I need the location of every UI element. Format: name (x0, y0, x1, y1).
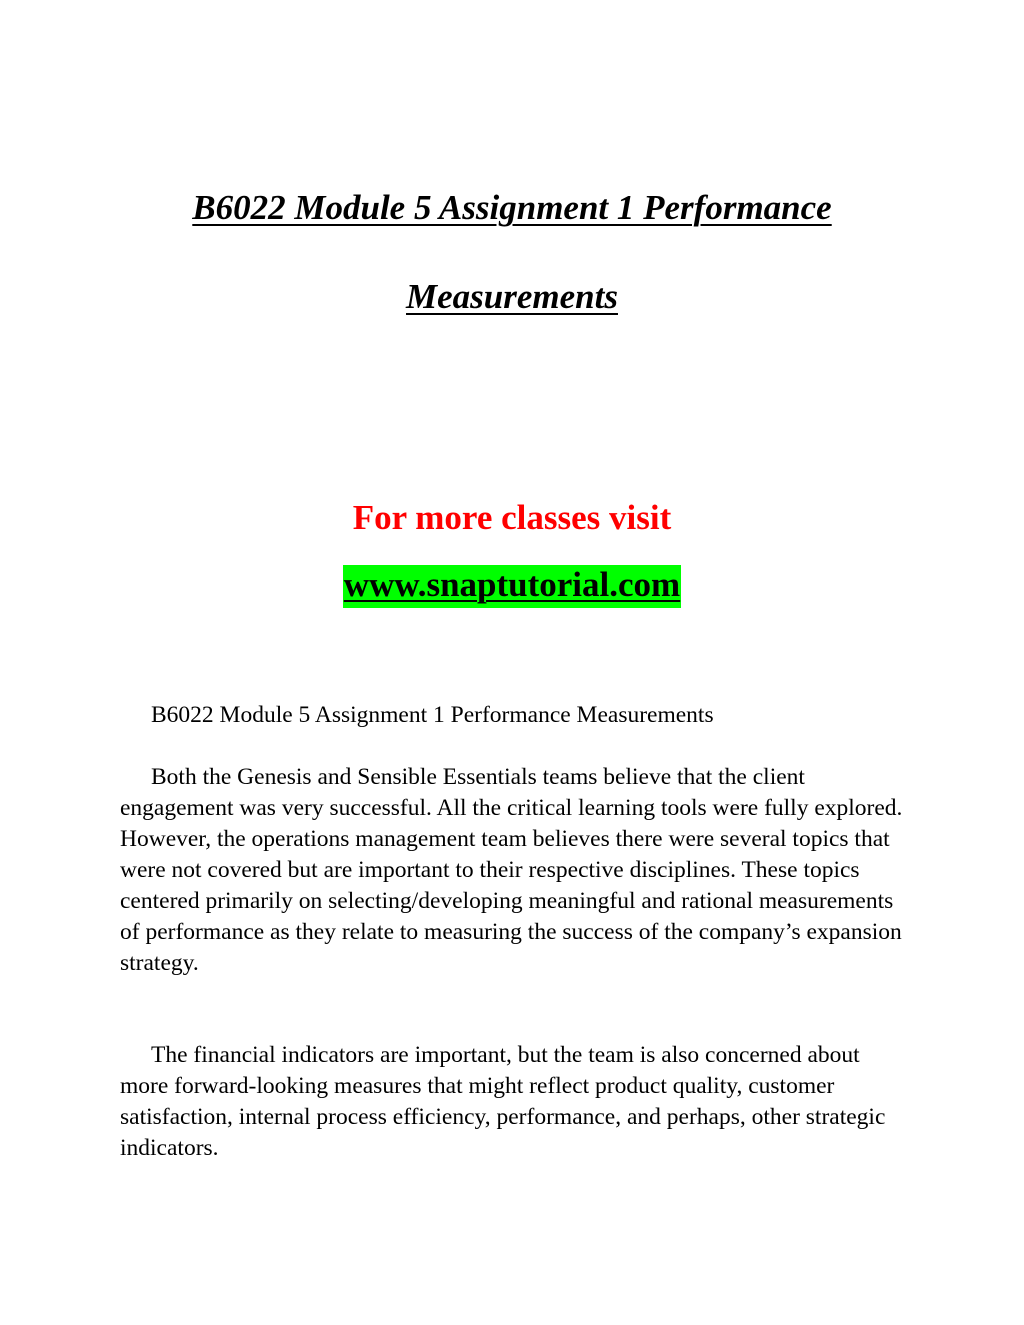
promo-link[interactable]: www.snaptutorial.com (343, 565, 681, 608)
document-title-line-1: B6022 Module 5 Assignment 1 Performance (192, 188, 832, 227)
document-heading: B6022 Module 5 Assignment 1 Performance Measurements (151, 702, 714, 728)
document-title-line-2: Measurements (406, 277, 618, 316)
paragraph-1: Both the Genesis and Sensible Essentials teams believe that the client engagement was very successful. All the critical learning tools were fully explored. However, the operations management team believes there were several topics that were not covered but are important to their respective disciplines. These topics centered primarily on selecting/developing meaningful and rational measurements of performance as they relate to measuring the success of the company’s expansion strategy. (120, 764, 903, 976)
promo-text: For more classes visit (352, 498, 672, 537)
paragraph-2: The financial indicators are important, but the team is also concerned about more forward-looking measures that might reflect product quality, customer satisfaction, internal process efficiency, performance, and perhaps, other strategic indicators. (120, 1042, 886, 1161)
promo-link-container (0, 563, 1024, 607)
